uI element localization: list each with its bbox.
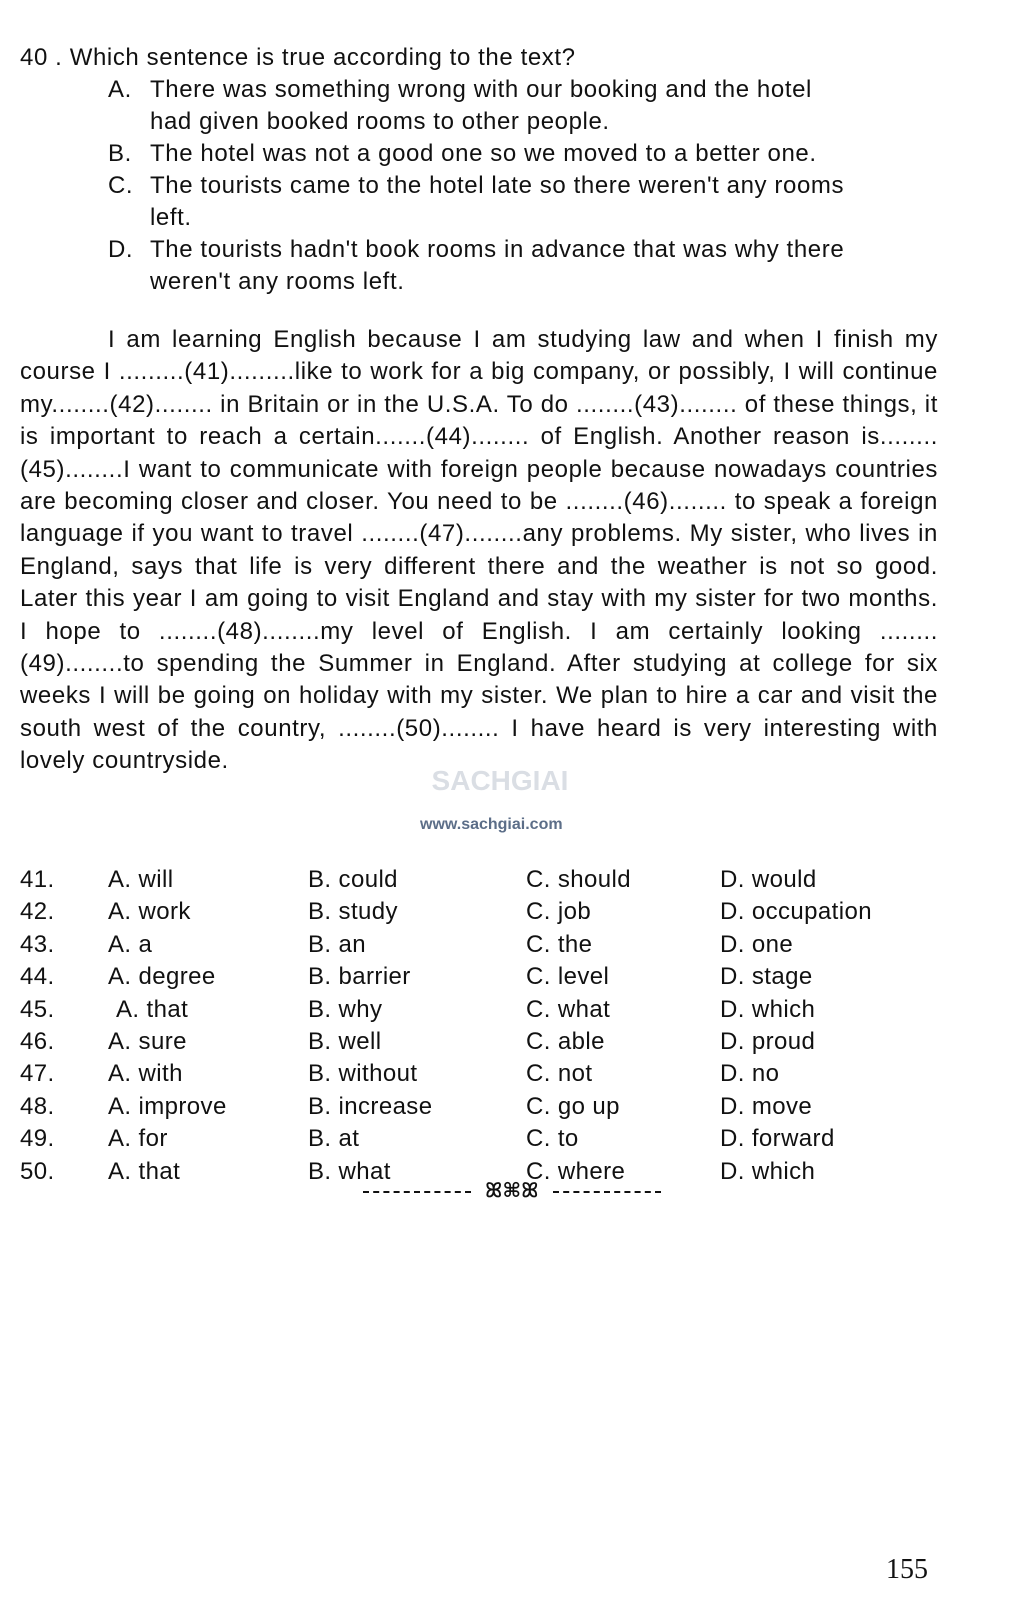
option-text-line: The hotel was not a good one so we moved to a better one. (150, 140, 817, 167)
option-letter: A. (108, 76, 132, 103)
option-letter: D. (108, 236, 134, 263)
option-letter: B. (108, 140, 132, 167)
choice-c: C. where (526, 1157, 626, 1185)
choice-a: A. improve (108, 1092, 227, 1120)
choice-d: D. which (720, 995, 816, 1023)
choice-a: A. sure (108, 1027, 187, 1055)
option-text-line: weren't any rooms left. (150, 268, 405, 295)
divider-dash-right (553, 1191, 661, 1193)
question-number: 46. (20, 1027, 55, 1055)
answer-row (20, 864, 960, 896)
option-text-line: left. (150, 204, 192, 231)
answer-row (20, 961, 960, 993)
watermark-url: www.sachgiai.com (420, 816, 563, 833)
watermark-logo-text: SACHGIAI (431, 765, 569, 796)
choice-a: A. for (108, 1125, 168, 1153)
choice-d: D. forward (720, 1125, 835, 1153)
choice-d: D. one (720, 930, 794, 958)
choice-c: C. not (526, 1060, 593, 1088)
section-divider (0, 1178, 1024, 1203)
question-40-option-b (108, 138, 938, 170)
answer-row (20, 1026, 960, 1058)
question-40-option-d (108, 234, 938, 298)
choice-b: B. without (308, 1060, 418, 1088)
question-number: 42. (20, 898, 55, 926)
answer-row (20, 929, 960, 961)
option-letter: C. (108, 172, 134, 199)
choice-b: B. what (308, 1157, 391, 1185)
answer-row (20, 1058, 960, 1090)
choice-c: C. should (526, 866, 631, 893)
choice-b: B. study (308, 898, 398, 926)
choice-b: B. why (308, 995, 383, 1023)
question-number: 49. (20, 1125, 55, 1153)
choice-b: B. could (308, 866, 398, 893)
question-40-option-c (108, 170, 938, 234)
choice-a: A. that (116, 995, 189, 1023)
page-number: 155 (886, 1554, 928, 1585)
answer-row (20, 1123, 960, 1155)
choice-c: C. able (526, 1027, 605, 1055)
question-40-option-a (108, 74, 938, 138)
question-number: 47. (20, 1060, 55, 1088)
choice-a: A. will (108, 866, 174, 893)
choice-c: C. to (526, 1125, 579, 1153)
question-number: 43. (20, 930, 55, 958)
option-text-line: There was something wrong with our booking and the hotel (150, 76, 812, 103)
choice-b: B. an (308, 930, 367, 958)
question-number: 44. (20, 963, 55, 991)
choice-d: D. no (720, 1060, 780, 1088)
choice-d: D. proud (720, 1027, 816, 1055)
choice-a: A. degree (108, 963, 216, 991)
choice-d: D. occupation (720, 898, 872, 926)
choice-c: C. go up (526, 1092, 620, 1120)
choice-d: D. stage (720, 963, 813, 991)
choice-b: B. increase (308, 1092, 433, 1120)
question-number: 41. (20, 866, 55, 893)
option-text-line: had given booked rooms to other people. (150, 108, 610, 135)
question-number: 50. (20, 1157, 55, 1185)
option-text-line: The tourists came to the hotel late so there weren't any rooms (150, 172, 845, 199)
answer-row (20, 896, 960, 928)
question-number: 48. (20, 1092, 55, 1120)
question-40-prompt: 40 . Which sentence is true according to the text? (20, 44, 576, 71)
choice-c: C. job (526, 898, 592, 926)
answer-options-table (20, 864, 960, 1188)
sachgiai-watermark-logo (400, 756, 600, 804)
choice-a: A. work (108, 898, 191, 926)
option-text-line: The tourists hadn't book rooms in advance that was why there (150, 236, 845, 263)
reading-passage: I am learning English because I am studying law and when I finish my course I .........(41).........like to work for a big company, or possibly, I will continue my........(42)........ in Britain or in the U.S.A. To do ........(43)........ of these things, it is important to reach a certain.......(44)........ of English. Another reason is........(45)........I want to communicate with foreign people because nowadays countries are becoming closer and closer. You need to be ........(46)........ to speak a foreign language if you want to travel ........(47)........any problems. My sister, who lives in England, says that life is very different there and the weather is not so good. Later this year I am going to visit England and stay with my sister for two months. I hope to ........(48)........my level of English. I am certainly looking ........(49)........to spending the Summer in England. After studying at college for six weeks I will be going on holiday with my sister. We plan to hire a car and visit the south west of the country, ........(50)........ I have heard is very interesting with lovely countryside. (20, 326, 938, 775)
choice-b: B. barrier (308, 963, 411, 991)
question-number: 45. (20, 995, 55, 1023)
divider-dash-left (363, 1191, 471, 1193)
answer-row (20, 1091, 960, 1123)
choice-d: D. which (720, 1157, 816, 1185)
choice-b: B. well (308, 1027, 382, 1055)
choice-a: A. with (108, 1060, 183, 1088)
choice-b: B. at (308, 1125, 360, 1153)
divider-ornament-icon: ꕤ⌘ꕤ (485, 1180, 539, 1202)
answer-row (20, 994, 960, 1026)
choice-a: A. that (108, 1157, 181, 1185)
choice-d: D. would (720, 866, 817, 893)
choice-c: C. what (526, 995, 611, 1023)
choice-c: C. level (526, 963, 610, 991)
choice-a: A. a (108, 930, 153, 958)
choice-c: C. the (526, 930, 593, 958)
choice-d: D. move (720, 1092, 813, 1120)
